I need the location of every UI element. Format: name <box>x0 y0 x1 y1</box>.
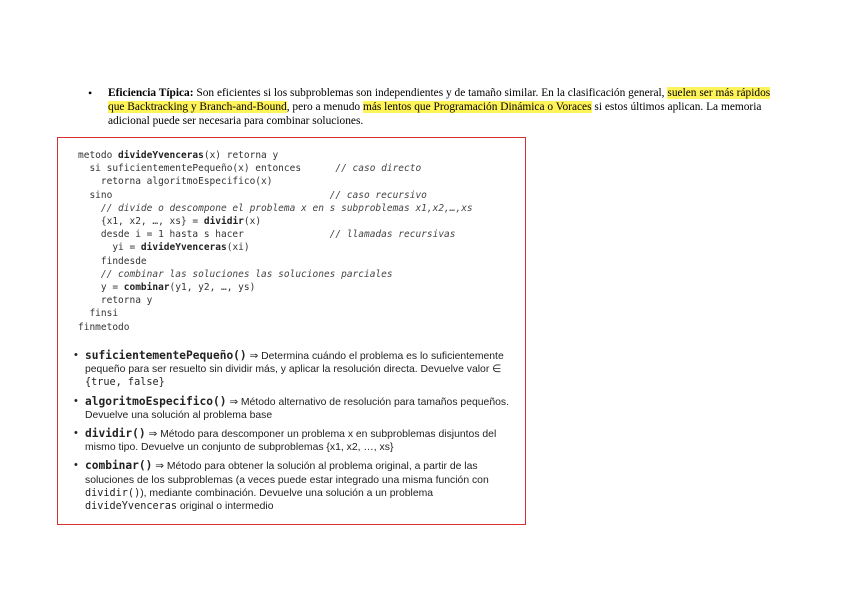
code-text: {x1, x2, …, xs} = <box>78 216 204 228</box>
method-definitions <box>72 349 512 518</box>
code-keyword: divideYvenceras <box>118 150 204 161</box>
method-name: suficientementePequeño() <box>85 349 247 362</box>
definition-text: ), mediante combinación. Devuelve una solución a un problema <box>140 487 434 499</box>
code-text: finmetodo <box>78 321 130 333</box>
code-text: desde i = 1 hasta s hacer <box>78 229 330 241</box>
bullet-icon: • <box>74 427 78 440</box>
paragraph-text <box>108 86 778 128</box>
code-text: y = <box>78 282 124 294</box>
definition-text: ⇒ Método para obtener la solución al problema original, a partir de las soluciones de los subproblemas (a veces puede estar integrado una misma función con <box>85 461 489 486</box>
code-text: yi = <box>78 242 141 254</box>
code-keyword: combinar <box>123 282 170 294</box>
code-text: retorna y <box>78 295 153 307</box>
paragraph-part: si estos últimos aplican. La memoria adicional puede ser necesaria para combinar soluciones. <box>108 101 762 127</box>
code-text: metodo <box>78 150 119 161</box>
definition-code: divideYvenceras <box>85 501 178 513</box>
definition-item <box>72 349 512 390</box>
code-comment: // llamadas recursivas <box>329 229 456 241</box>
definition-item <box>72 459 512 513</box>
code-comment: // combinar las soluciones las soluciones parciales <box>78 268 393 280</box>
bullet-icon: • <box>74 349 78 361</box>
code-text: (xi) <box>226 242 250 254</box>
code-comment: // divide o descompone el problema x en s subproblemas x1,x2,…,xs <box>78 202 473 214</box>
code-keyword: divideYvenceras <box>140 242 227 254</box>
method-name: algoritmoEspecifico() <box>85 394 227 408</box>
definition-text: ⇒ Método alternativo de resolución para tamaños pequeños. Devuelve una solución al problema base <box>85 396 509 421</box>
definition-code: dividir() <box>85 487 141 499</box>
pseudocode-block <box>78 149 473 334</box>
definition-text: ⇒ Método para descomponer un problema x en subproblemas disjuntos del mismo tipo. Devuelve un conjunto de subproblemas {x1, x2, …, xs} <box>85 429 497 454</box>
code-text: retorna algoritmoEspecifico(x) <box>78 176 273 188</box>
efficiency-paragraph <box>88 86 778 128</box>
bullet-icon: • <box>88 86 93 100</box>
code-text: sino <box>78 189 330 201</box>
paragraph-label: Eficiencia Típica: <box>108 87 194 99</box>
highlight-1: suelen ser más rápidos que Backtracking y Branch-and-Bound <box>108 87 771 113</box>
definition-code: {true, false} <box>85 377 165 389</box>
bullet-icon: • <box>74 459 78 472</box>
code-text: si suficientementePequeño(x) entonces <box>78 163 336 175</box>
algorithm-figure <box>57 137 526 525</box>
bullet-icon: • <box>74 394 78 407</box>
method-name: combinar() <box>85 459 153 473</box>
code-text: (y1, y2, …, ys) <box>169 282 256 294</box>
code-keyword: dividir <box>203 216 244 228</box>
method-name: dividir() <box>85 427 146 441</box>
code-text: finsi <box>78 308 119 320</box>
code-text: (x) <box>243 216 262 228</box>
code-comment: // caso directo <box>335 163 422 175</box>
code-text: findesde <box>78 255 147 267</box>
highlight-2: más lentos que Programación Dinámica o Voraces <box>362 101 592 113</box>
definition-text: original o intermedio <box>177 501 274 513</box>
definition-item <box>72 395 512 422</box>
paragraph-part: Son eficientes si los subproblemas son independientes y de tamaño similar. En la clasificación general, <box>193 87 668 99</box>
code-text: (x) retorna y <box>203 150 279 161</box>
paragraph-part: , pero a menudo <box>286 101 363 113</box>
definition-text: ⇒ Determina cuándo el problema es lo suficientemente pequeño para ser resuelto sin dividir más, y aplicar la resolución directa. Devuelve valor ∈ <box>85 351 504 376</box>
code-comment: // caso recursivo <box>329 189 427 201</box>
definition-item <box>72 427 512 454</box>
